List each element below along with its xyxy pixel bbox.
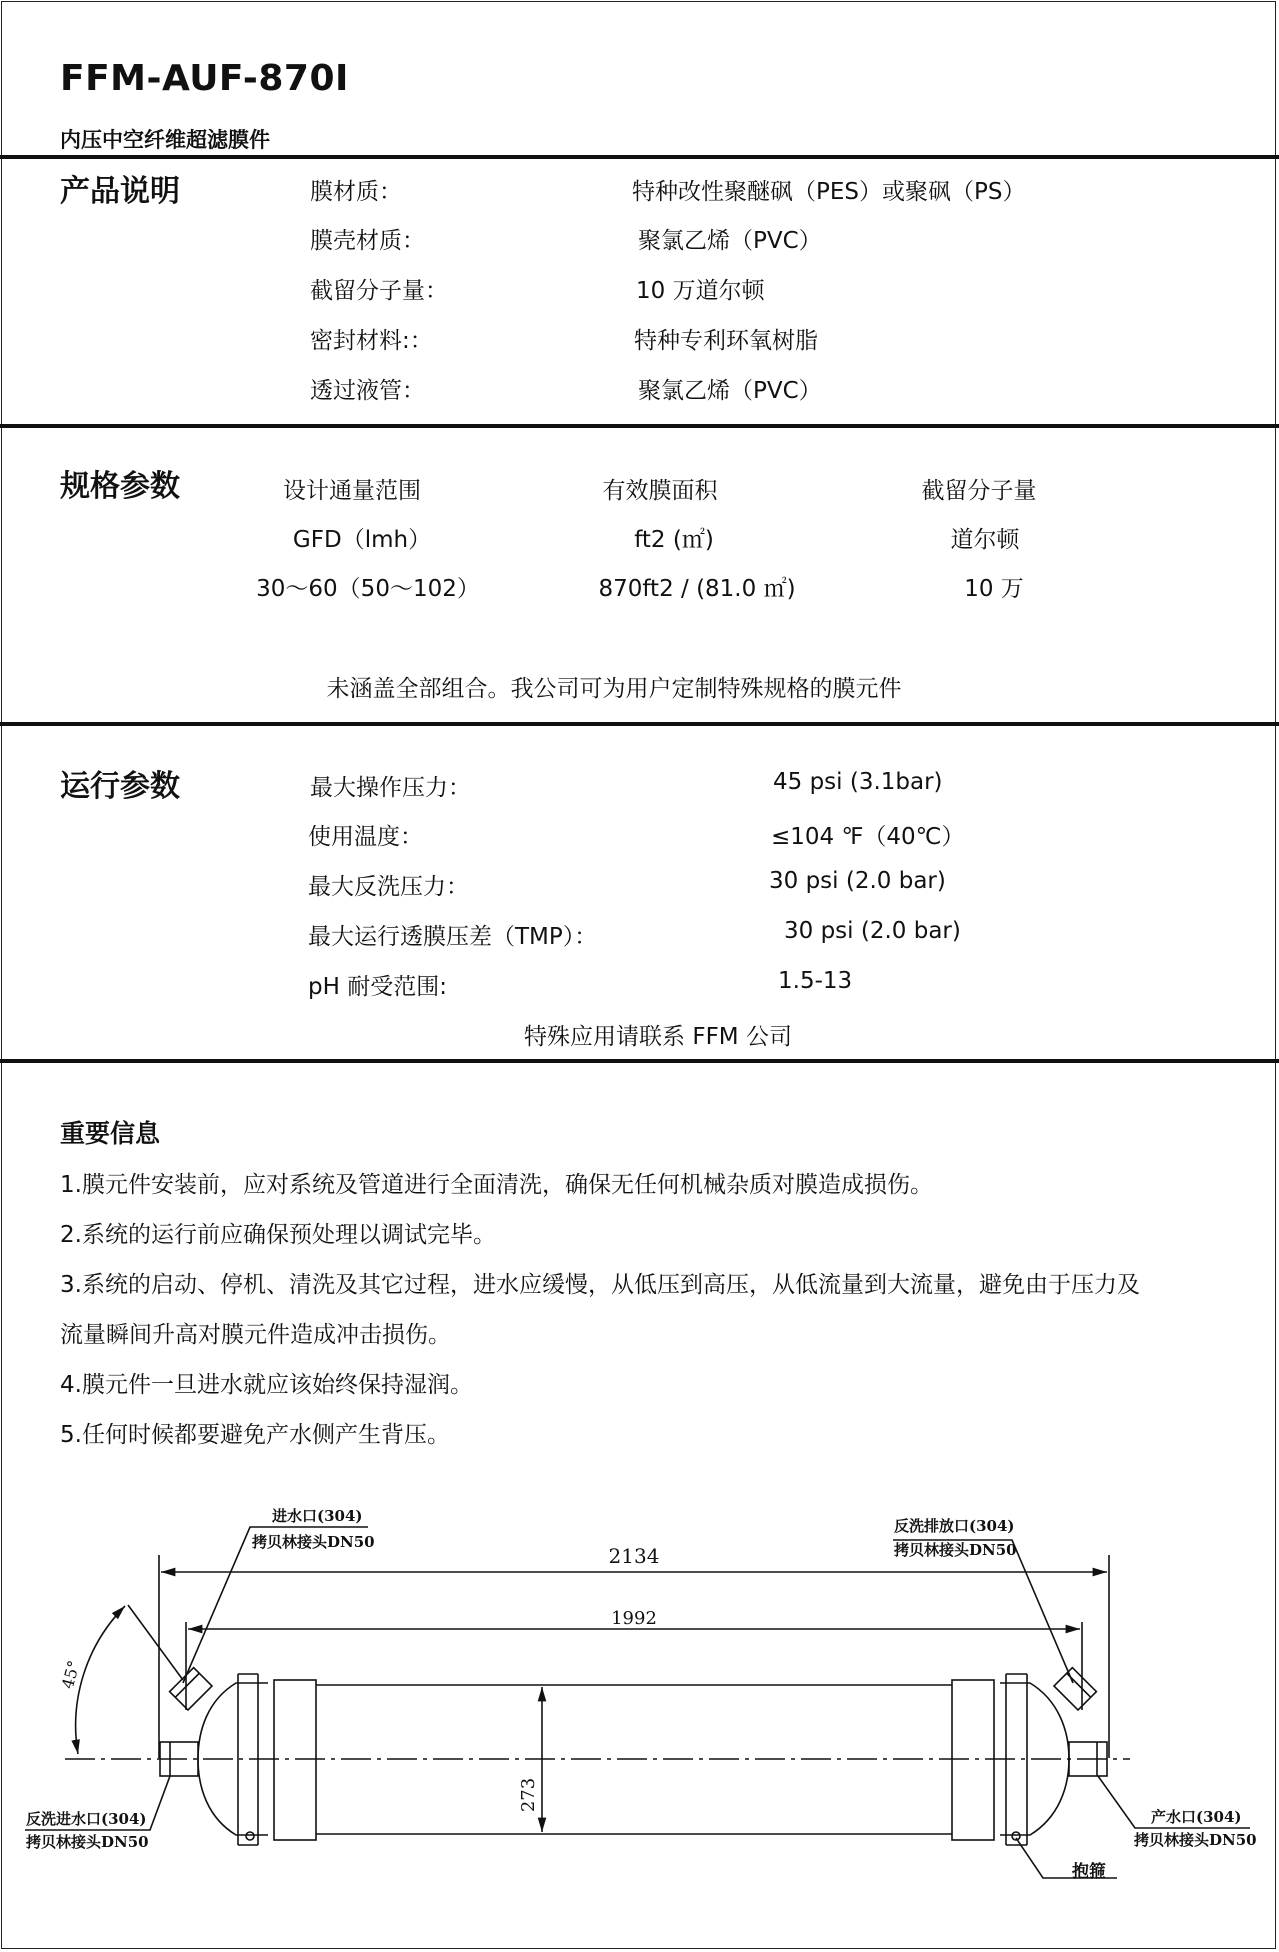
product-label: 截留分子量： xyxy=(310,278,448,304)
spec-header: 设计通量范围 xyxy=(283,478,421,504)
inlet-label: 进水口(304) xyxy=(272,1507,363,1525)
divider xyxy=(0,722,1279,726)
feed-inlet-nozzle xyxy=(170,1668,212,1710)
right-clamp xyxy=(952,1680,994,1840)
divider xyxy=(0,1059,1279,1063)
clamp-label: 抱箍 xyxy=(1072,1862,1106,1882)
backwash-inlet-sub-label: 拷贝林接头DN50 xyxy=(26,1833,149,1851)
spec-value: 30～60（50～102） xyxy=(256,576,480,602)
spec-unit: 道尔顿 xyxy=(950,527,1020,553)
important-line: 2.系统的运行前应确保预处理以调试完毕。 xyxy=(60,1222,496,1248)
divider xyxy=(0,155,1279,159)
operation-label: pH 耐受范围: xyxy=(308,974,447,1000)
section-title-operation: 运行参数 xyxy=(60,769,180,804)
operation-note: 特殊应用请联系 FFM 公司 xyxy=(524,1024,792,1050)
product-outlet-sub-label: 拷贝林接头DN50 xyxy=(1134,1831,1257,1849)
left-clamp xyxy=(274,1680,316,1840)
product-value: 聚氯乙烯（PVC） xyxy=(638,378,822,404)
operation-value: 45 psi (3.1bar) xyxy=(773,769,943,795)
leader-backwash-drain xyxy=(893,1540,1073,1683)
spec-unit: ft2 (㎡) xyxy=(634,527,714,553)
operation-value: 30 psi (2.0 bar) xyxy=(769,868,946,894)
section-title-specs: 规格参数 xyxy=(60,469,180,504)
angle-text: 45° xyxy=(57,1658,84,1691)
product-value: 特种改性聚醚砜（PES）或聚砜（PS） xyxy=(632,179,1026,205)
product-label: 膜材质： xyxy=(310,179,402,205)
backwash-inlet-label: 反洗进水口(304) xyxy=(26,1810,147,1828)
operation-label: 最大运行透膜压差（TMP）： xyxy=(308,924,598,950)
important-line: 4.膜元件一旦进水就应该始终保持湿润。 xyxy=(60,1372,473,1398)
backwash-drain-nozzle xyxy=(1054,1668,1096,1710)
section-title-important: 重要信息 xyxy=(60,1119,161,1148)
product-label: 透过液管： xyxy=(310,378,425,404)
important-line: 流量瞬间升高对膜元件造成冲击损伤。 xyxy=(60,1322,451,1348)
specs-note: 未涵盖全部组合。我公司可为用户定制特殊规格的膜元件 xyxy=(326,676,902,702)
backwash-drain-sub-label: 拷贝林接头DN50 xyxy=(894,1541,1017,1559)
product-value: 10 万道尔顿 xyxy=(636,278,765,304)
product-subtitle: 内压中空纤维超滤膜件 xyxy=(60,128,270,152)
spec-value: 870ft2 / (81.0 ㎡) xyxy=(598,576,796,602)
operation-label: 使用温度： xyxy=(308,824,423,850)
important-line: 3.系统的启动、停机、清洗及其它过程，进水应缓慢，从低压到高压，从低流量到大流量，避免由于压力及 xyxy=(60,1272,1140,1298)
mount-hole xyxy=(246,1832,254,1840)
operation-value: 1.5-13 xyxy=(778,968,853,994)
divider xyxy=(0,424,1279,428)
product-value: 聚氯乙烯（PVC） xyxy=(638,228,822,254)
product-label: 密封材料:： xyxy=(310,328,433,354)
important-line: 5.任何时候都要避免产水侧产生背压。 xyxy=(60,1422,450,1448)
operation-label: 最大反洗压力： xyxy=(308,874,469,900)
angle-line xyxy=(128,1605,183,1680)
dimension-inner-text: 1992 xyxy=(611,1608,657,1629)
spec-header: 截留分子量 xyxy=(921,478,1037,504)
spec-header: 有效膜面积 xyxy=(602,478,718,504)
product-outlet-label: 产水口(304) xyxy=(1151,1808,1242,1826)
product-value: 特种专利环氧树脂 xyxy=(634,328,818,354)
operation-label: 最大操作压力： xyxy=(310,775,471,801)
dimension-total-text: 2134 xyxy=(608,1544,660,1568)
spec-value: 10 万 xyxy=(964,576,1024,602)
section-title-product: 产品说明 xyxy=(60,174,180,209)
model-title: FFM-AUF-870I xyxy=(60,58,349,99)
important-line: 1.膜元件安装前，应对系统及管道进行全面清洗，确保无任何机械杂质对膜造成损伤。 xyxy=(60,1172,933,1198)
operation-value: 30 psi (2.0 bar) xyxy=(784,918,961,944)
dimension-diameter-text: 273 xyxy=(518,1777,539,1813)
technical-drawing xyxy=(0,1490,1279,1920)
angle-arc xyxy=(76,1606,125,1754)
product-label: 膜壳材质： xyxy=(310,228,425,254)
operation-value: ≤104 ℉（40℃） xyxy=(771,824,965,850)
backwash-drain-label: 反洗排放口(304) xyxy=(894,1517,1015,1535)
inlet-sub-label: 拷贝林接头DN50 xyxy=(252,1533,375,1551)
spec-unit: GFD（lmh） xyxy=(292,527,432,553)
